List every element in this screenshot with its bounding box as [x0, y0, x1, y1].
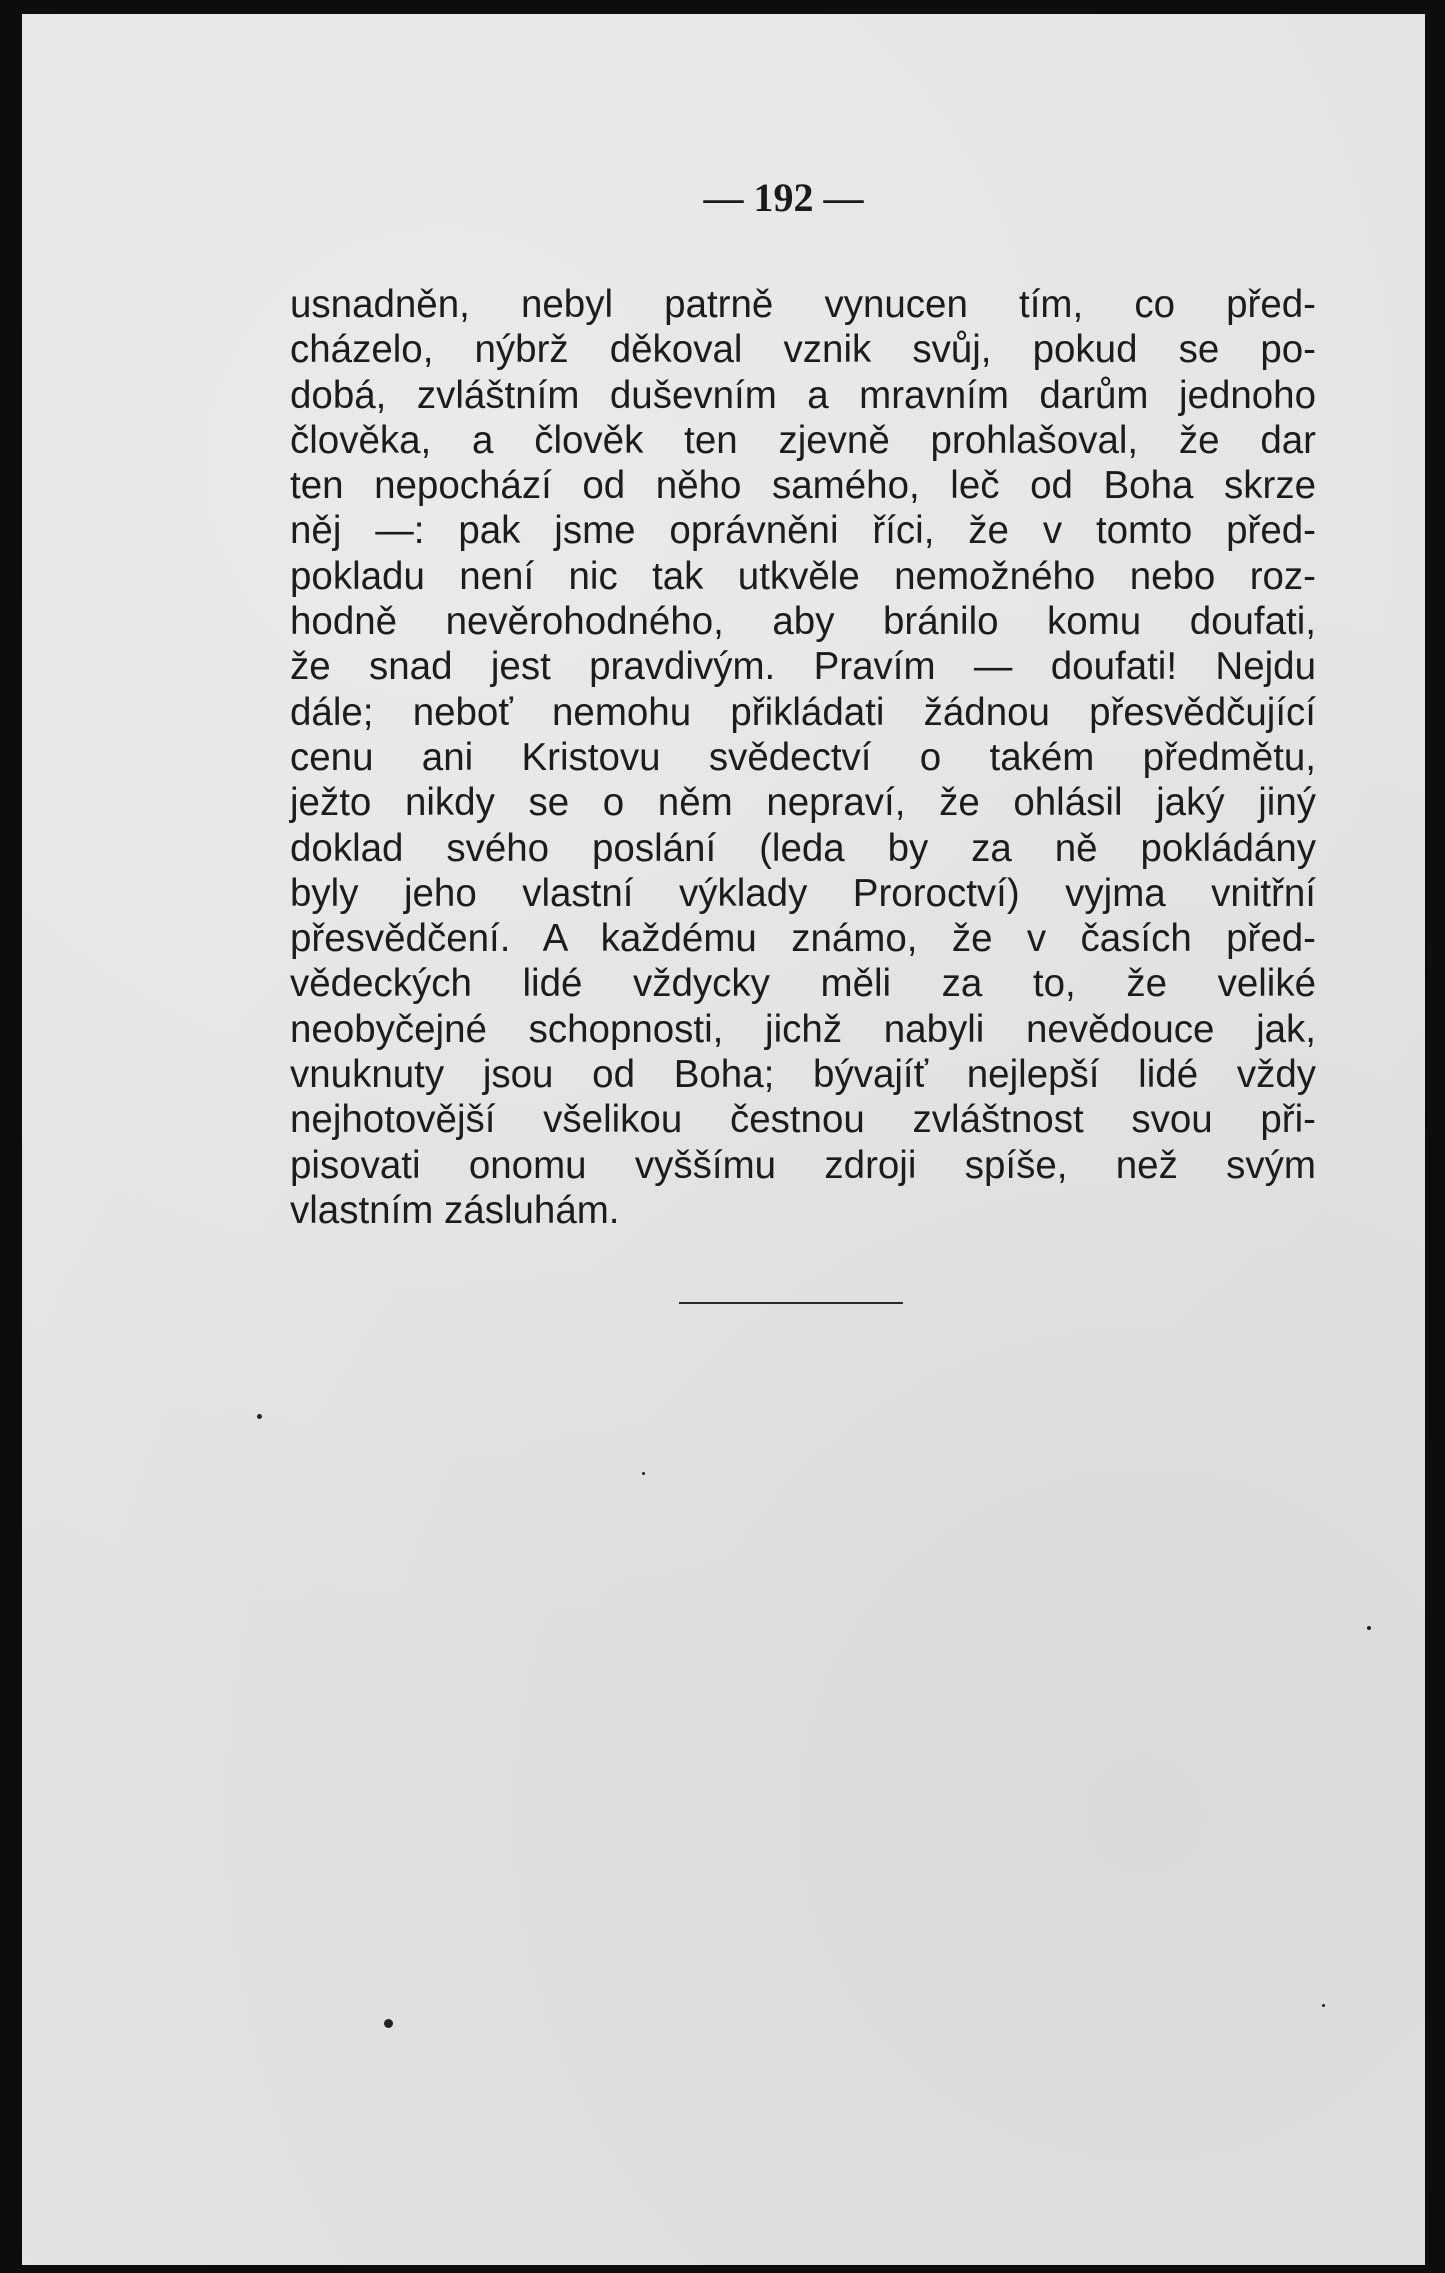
- text-line: pokladu není nic tak utkvěle nemožného nebo roz-: [290, 554, 1316, 598]
- text-line: usnadněn, nebyl patrně vynucen tím, co před-: [290, 283, 1316, 326]
- scan-speck: [384, 2019, 393, 2028]
- text-line: ten nepochází od něho samého, leč od Boha skrze: [290, 464, 1316, 508]
- section-divider: [679, 1302, 903, 1304]
- scan-speck: [1367, 1626, 1371, 1630]
- text-line: doklad svého poslání (leda by za ně pokládány: [290, 826, 1316, 870]
- text-line: cenu ani Kristovu svědectví o takém předmětu,: [290, 735, 1316, 779]
- text-line: cházelo, nýbrž děkoval vznik svůj, pokud se po-: [290, 328, 1316, 372]
- text-line: nejhotovější všelikou čestnou zvláštnost svou při-: [290, 1098, 1316, 1142]
- text-line: přesvědčení. A každému známo, že v časích před-: [290, 917, 1316, 961]
- text-line: pisovati onomu vyššímu zdroji spíše, než svým: [290, 1143, 1316, 1187]
- body-text: [290, 282, 1316, 1233]
- text-line: dobá, zvláštním duševním a mravním darům jednoho: [290, 373, 1316, 417]
- text-line: člověka, a člověk ten zjevně prohlašoval, že dar: [290, 418, 1316, 462]
- page-number: — 192 —: [703, 175, 864, 220]
- text-line: že snad jest pravdivým. Pravím — doufati! Nejdu: [290, 645, 1316, 689]
- scan-speck: [257, 1414, 262, 1419]
- text-line: vědeckých lidé vždycky měli za to, že veliké: [290, 962, 1316, 1006]
- text-line: vlastním zásluhám.: [290, 1188, 620, 1232]
- text-line: něj —: pak jsme oprávněni říci, že v tomto před-: [290, 509, 1316, 553]
- text-line: vnuknuty jsou od Boha; bývajíť nejlepší lidé vždy: [290, 1053, 1316, 1097]
- text-line: hodně nevěrohodného, aby bránilo komu doufati,: [290, 600, 1316, 644]
- text-line: byly jeho vlastní výklady Proroctví) vyjma vnitřní: [290, 871, 1316, 915]
- text-line: ježto nikdy se o něm nepraví, že ohlásil jaký jiný: [290, 781, 1316, 825]
- text-line: neobyčejné schopnosti, jichž nabyli nevědouce jak,: [290, 1007, 1316, 1051]
- scan-speck: [642, 1472, 645, 1475]
- book-page: [22, 14, 1425, 2265]
- text-line: dále; neboť nemohu přikládati žádnou přesvědčující: [290, 690, 1316, 734]
- scan-speck: [1322, 2004, 1325, 2007]
